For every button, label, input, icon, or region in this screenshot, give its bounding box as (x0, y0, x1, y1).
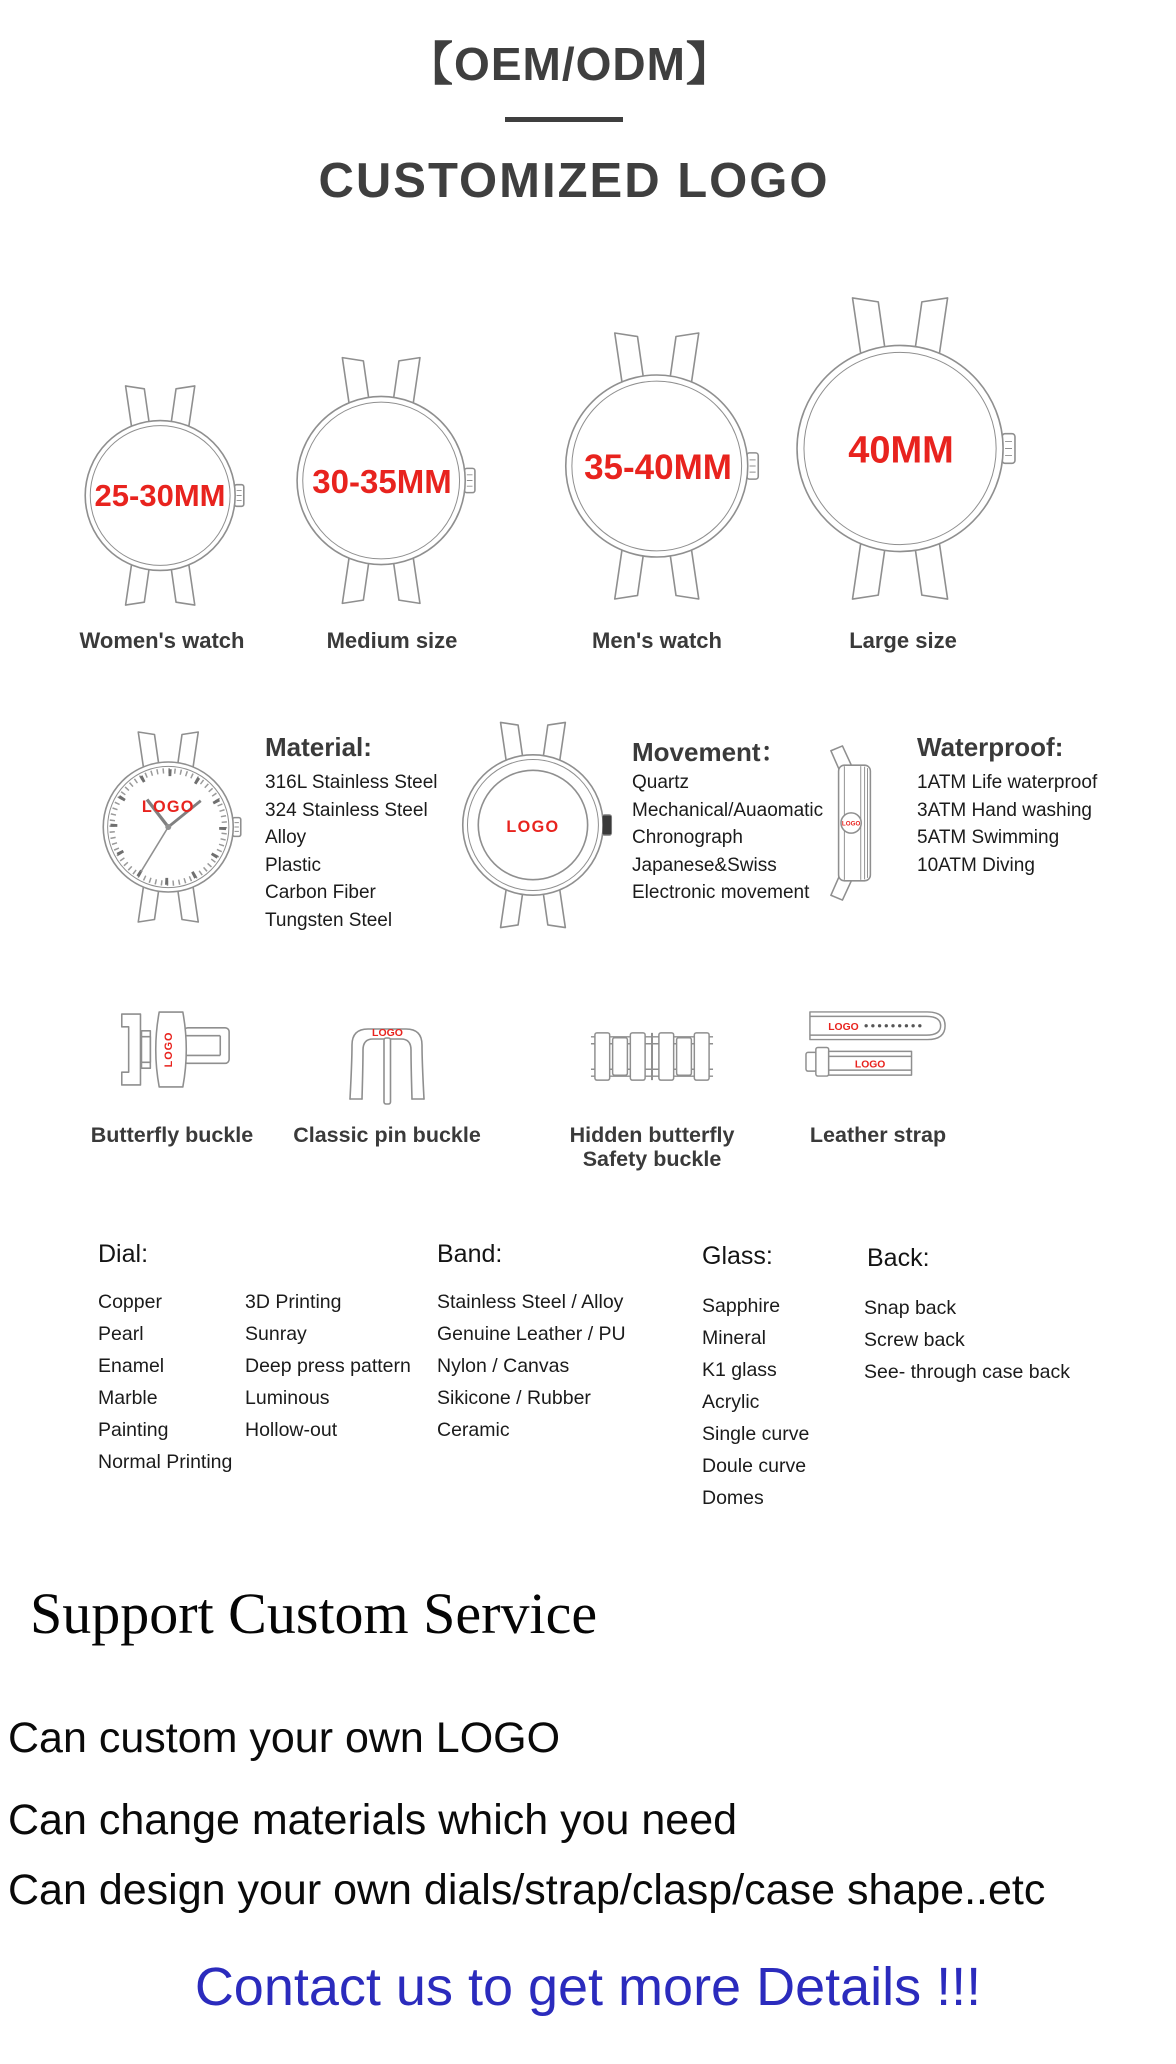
spec-list-material (265, 769, 438, 934)
option-item: Painting (98, 1419, 169, 1441)
option-item: Pearl (98, 1323, 144, 1345)
spec-item: Plastic (265, 854, 321, 876)
options-heading-back: Back: (867, 1244, 930, 1272)
option-item: Doule curve (702, 1455, 807, 1477)
custom-service-title: Support Custom Service (30, 1581, 598, 1646)
buckle-label: Butterfly buckle (90, 1123, 254, 1147)
spec-item: 324 Stainless Steel (265, 799, 428, 821)
option-item: Marble (98, 1387, 158, 1409)
capability-line: Can change materials which you need (8, 1796, 738, 1844)
options-dial-col2 (245, 1286, 411, 1446)
logo-text: LOGO (372, 1027, 403, 1039)
spec-list-waterproof (917, 769, 1097, 879)
options-heading-dial: Dial: (98, 1240, 149, 1268)
spec-heading-movement: Movement： (632, 737, 787, 767)
spec-item: Mechanical/Auaomatic (632, 799, 824, 821)
spec-item: Carbon Fiber (265, 882, 376, 903)
option-item: Stainless Steel / Alloy (437, 1291, 624, 1313)
option-item: Nylon / Canvas (437, 1355, 570, 1377)
option-item: Hollow-out (245, 1419, 338, 1441)
logo-text: LOGO (828, 1022, 859, 1034)
watch-size-value: 35-40MM (584, 448, 732, 487)
buckle-label: Classic pin buckle (293, 1123, 481, 1147)
option-item: Deep press pattern (245, 1355, 411, 1377)
option-item: Single curve (702, 1423, 810, 1445)
logo-text: LOGO (163, 1031, 175, 1068)
capability-line: Can custom your own LOGO (8, 1714, 561, 1762)
option-item: Sunray (245, 1323, 307, 1345)
option-item: See- through case back (864, 1361, 1070, 1383)
spec-item: Tungsten Steel (265, 909, 393, 931)
leather-strap-icon (804, 1008, 952, 1081)
spec-item: 5ATM Swimming (917, 827, 1060, 848)
buckle-label: Hidden butterfly Safety buckle (569, 1123, 735, 1171)
option-item: Luminous (245, 1387, 330, 1409)
watch-size-value: 30-35MM (312, 463, 452, 500)
option-item: Copper (98, 1291, 162, 1313)
option-item: Screw back (864, 1329, 965, 1351)
link-bracelet-icon (583, 1025, 721, 1088)
spec-item: Japanese&Swiss (632, 854, 777, 876)
logo-text: LOGO (141, 798, 195, 816)
option-item: Mineral (702, 1327, 766, 1349)
spec-item: 316L Stainless Steel (265, 772, 438, 793)
options-glass-col (702, 1290, 809, 1514)
watch-size-label: Medium size (326, 628, 458, 653)
option-item: Acrylic (702, 1391, 760, 1413)
buckle-label: Leather strap (809, 1123, 947, 1147)
watch-case-side-icon (826, 744, 882, 902)
page-subtitle: CUSTOMIZED LOGO (318, 154, 830, 208)
options-heading-glass: Glass: (702, 1242, 773, 1270)
option-item: K1 glass (702, 1359, 777, 1381)
watch-dial-icon (97, 727, 247, 927)
spec-list-movement (632, 769, 823, 907)
option-item: Sapphire (702, 1295, 781, 1317)
option-item: Normal Printing (98, 1451, 233, 1473)
header-divider (505, 117, 623, 122)
butterfly-buckle-icon (107, 1004, 237, 1095)
spec-item: Electronic movement (632, 882, 810, 903)
spec-item: Quartz (632, 772, 690, 793)
logo-text: LOGO (841, 820, 861, 828)
option-item: Sikicone / Rubber (437, 1387, 591, 1409)
page-title: 【OEM/ODM】 (407, 38, 733, 90)
option-item: Genuine Leather / PU (437, 1323, 626, 1345)
watch-size-label: Large size (849, 628, 957, 653)
option-item: Domes (702, 1487, 764, 1509)
option-item: Snap back (864, 1297, 957, 1319)
watch-size-value: 25-30MM (94, 478, 226, 513)
spec-item: 10ATM Diving (917, 854, 1035, 876)
watch-size-label: Men's watch (592, 628, 722, 653)
option-item: Enamel (98, 1355, 165, 1377)
options-dial-col1 (98, 1286, 232, 1478)
spec-heading-material: Material: (265, 732, 372, 762)
logo-text: LOGO (854, 1059, 886, 1071)
options-band-col (437, 1286, 626, 1446)
spec-item: Chronograph (632, 827, 743, 848)
option-item: Ceramic (437, 1419, 510, 1441)
spec-item: 3ATM Hand washing (917, 799, 1092, 821)
logo-text: LOGO (506, 817, 560, 836)
options-heading-band: Band: (437, 1240, 503, 1268)
watch-size-value: 40MM (848, 429, 954, 472)
contact-cta: Contact us to get more Details !!! (194, 1957, 982, 2017)
pin-buckle-icon (341, 1019, 433, 1107)
spec-item: 1ATM Life waterproof (917, 772, 1098, 793)
spec-item: Alloy (265, 827, 307, 848)
options-back-col (864, 1292, 1070, 1388)
capability-line: Can design your own dials/strap/clasp/case shape..etc (8, 1866, 1046, 1914)
spec-heading-waterproof: Waterproof: (917, 732, 1064, 762)
option-item: 3D Printing (245, 1291, 342, 1313)
watch-movement-icon (456, 717, 618, 933)
watch-size-label: Women's watch (79, 628, 245, 653)
